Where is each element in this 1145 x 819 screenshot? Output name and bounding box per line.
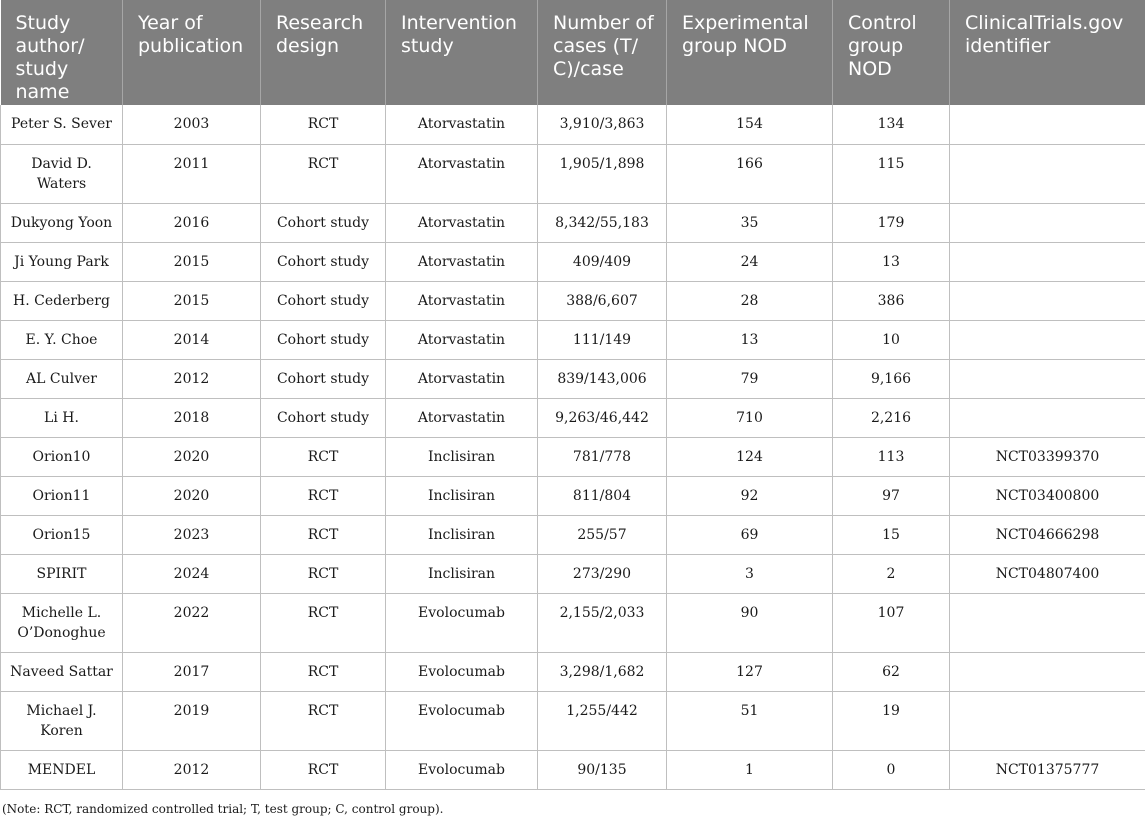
table-row bbox=[1, 652, 1145, 691]
cell-intervention: Atorvastatin bbox=[386, 105, 538, 144]
cell-cases: 8,342/55,183 bbox=[538, 203, 667, 242]
cell-study-author: H. Cederberg bbox=[1, 281, 123, 320]
cell-study-author: Orion15 bbox=[1, 515, 123, 554]
cell-study-author: Michael J. Koren bbox=[1, 691, 123, 750]
table-row bbox=[1, 320, 1145, 359]
cell-trial-id bbox=[950, 359, 1145, 398]
cell-cases: 1,255/442 bbox=[538, 691, 667, 750]
table-row bbox=[1, 398, 1145, 437]
cell-study-author: Peter S. Sever bbox=[1, 105, 123, 144]
table-row bbox=[1, 476, 1145, 515]
cell-cases: 781/778 bbox=[538, 437, 667, 476]
table-row bbox=[1, 515, 1145, 554]
cell-design: RCT bbox=[261, 437, 386, 476]
cell-year: 2014 bbox=[123, 320, 261, 359]
cell-cases: 1,905/1,898 bbox=[538, 144, 667, 203]
cell-design: Cohort study bbox=[261, 281, 386, 320]
table-row bbox=[1, 359, 1145, 398]
table-row bbox=[1, 105, 1145, 144]
cell-design: Cohort study bbox=[261, 320, 386, 359]
header-study-author: Study author/ study name bbox=[1, 0, 123, 105]
cell-year: 2012 bbox=[123, 750, 261, 789]
cell-cases: 90/135 bbox=[538, 750, 667, 789]
cell-intervention: Inclisiran bbox=[386, 437, 538, 476]
cell-design: RCT bbox=[261, 515, 386, 554]
cell-cases: 811/804 bbox=[538, 476, 667, 515]
cell-year: 2020 bbox=[123, 476, 261, 515]
cell-year: 2017 bbox=[123, 652, 261, 691]
cell-design: Cohort study bbox=[261, 398, 386, 437]
table-row bbox=[1, 437, 1145, 476]
cell-intervention: Inclisiran bbox=[386, 515, 538, 554]
cell-experimental-nod: 35 bbox=[667, 203, 833, 242]
cell-intervention: Atorvastatin bbox=[386, 359, 538, 398]
cell-intervention: Atorvastatin bbox=[386, 203, 538, 242]
cell-experimental-nod: 154 bbox=[667, 105, 833, 144]
cell-study-author: Orion11 bbox=[1, 476, 123, 515]
cell-cases: 2,155/2,033 bbox=[538, 593, 667, 652]
cell-study-author: Ji Young Park bbox=[1, 242, 123, 281]
cell-experimental-nod: 1 bbox=[667, 750, 833, 789]
header-research-design: Research design bbox=[261, 0, 386, 105]
cell-control-nod: 134 bbox=[833, 105, 950, 144]
cell-control-nod: 13 bbox=[833, 242, 950, 281]
cell-control-nod: 97 bbox=[833, 476, 950, 515]
header-year: Year of publication bbox=[123, 0, 261, 105]
cell-trial-id: NCT04807400 bbox=[950, 554, 1145, 593]
cell-intervention: Atorvastatin bbox=[386, 144, 538, 203]
cell-design: RCT bbox=[261, 593, 386, 652]
cell-year: 2023 bbox=[123, 515, 261, 554]
cell-cases: 388/6,607 bbox=[538, 281, 667, 320]
table-row bbox=[1, 593, 1145, 652]
cell-cases: 9,263/46,442 bbox=[538, 398, 667, 437]
cell-trial-id bbox=[950, 144, 1145, 203]
cell-experimental-nod: 124 bbox=[667, 437, 833, 476]
cell-experimental-nod: 710 bbox=[667, 398, 833, 437]
cell-intervention: Inclisiran bbox=[386, 476, 538, 515]
cell-intervention: Evolocumab bbox=[386, 593, 538, 652]
cell-design: Cohort study bbox=[261, 359, 386, 398]
cell-year: 2019 bbox=[123, 691, 261, 750]
cell-experimental-nod: 92 bbox=[667, 476, 833, 515]
cell-control-nod: 9,166 bbox=[833, 359, 950, 398]
cell-intervention: Evolocumab bbox=[386, 652, 538, 691]
cell-trial-id bbox=[950, 203, 1145, 242]
cell-study-author: AL Culver bbox=[1, 359, 123, 398]
cell-experimental-nod: 127 bbox=[667, 652, 833, 691]
cell-year: 2003 bbox=[123, 105, 261, 144]
cell-experimental-nod: 3 bbox=[667, 554, 833, 593]
cell-study-author: MENDEL bbox=[1, 750, 123, 789]
cell-control-nod: 2,216 bbox=[833, 398, 950, 437]
table-body bbox=[1, 105, 1145, 789]
cell-trial-id: NCT03400800 bbox=[950, 476, 1145, 515]
cell-study-author: Orion10 bbox=[1, 437, 123, 476]
cell-cases: 3,298/1,682 bbox=[538, 652, 667, 691]
cell-control-nod: 107 bbox=[833, 593, 950, 652]
cell-intervention: Evolocumab bbox=[386, 691, 538, 750]
cell-experimental-nod: 51 bbox=[667, 691, 833, 750]
cell-year: 2024 bbox=[123, 554, 261, 593]
cell-year: 2022 bbox=[123, 593, 261, 652]
cell-cases: 839/143,006 bbox=[538, 359, 667, 398]
cell-cases: 409/409 bbox=[538, 242, 667, 281]
table-row bbox=[1, 281, 1145, 320]
table-note: (Note: RCT, randomized controlled trial; T, test group; C, control group). bbox=[2, 802, 444, 816]
cell-design: RCT bbox=[261, 144, 386, 203]
cell-year: 2015 bbox=[123, 242, 261, 281]
cell-trial-id bbox=[950, 105, 1145, 144]
cell-year: 2016 bbox=[123, 203, 261, 242]
cell-experimental-nod: 13 bbox=[667, 320, 833, 359]
cell-study-author: Dukyong Yoon bbox=[1, 203, 123, 242]
cell-trial-id: NCT01375777 bbox=[950, 750, 1145, 789]
cell-design: RCT bbox=[261, 554, 386, 593]
cell-control-nod: 0 bbox=[833, 750, 950, 789]
cell-study-author: Li H. bbox=[1, 398, 123, 437]
cell-experimental-nod: 24 bbox=[667, 242, 833, 281]
table-row bbox=[1, 691, 1145, 750]
cell-intervention: Atorvastatin bbox=[386, 398, 538, 437]
cell-design: Cohort study bbox=[261, 242, 386, 281]
table-row bbox=[1, 554, 1145, 593]
cell-experimental-nod: 166 bbox=[667, 144, 833, 203]
cell-design: Cohort study bbox=[261, 203, 386, 242]
cell-control-nod: 2 bbox=[833, 554, 950, 593]
cell-control-nod: 179 bbox=[833, 203, 950, 242]
cell-trial-id bbox=[950, 320, 1145, 359]
cell-cases: 273/290 bbox=[538, 554, 667, 593]
cell-year: 2012 bbox=[123, 359, 261, 398]
table-row bbox=[1, 242, 1145, 281]
cell-design: RCT bbox=[261, 476, 386, 515]
table-row bbox=[1, 203, 1145, 242]
cell-trial-id bbox=[950, 652, 1145, 691]
cell-control-nod: 62 bbox=[833, 652, 950, 691]
cell-intervention: Atorvastatin bbox=[386, 320, 538, 359]
cell-trial-id: NCT03399370 bbox=[950, 437, 1145, 476]
cell-trial-id bbox=[950, 593, 1145, 652]
header-clinicaltrials-id: ClinicalTrials.gov identifier bbox=[950, 0, 1145, 105]
cell-trial-id bbox=[950, 691, 1145, 750]
header-control-nod: Control group NOD bbox=[833, 0, 950, 105]
table-row bbox=[1, 750, 1145, 789]
cell-study-author: E. Y. Choe bbox=[1, 320, 123, 359]
header-intervention: Intervention study bbox=[386, 0, 538, 105]
table-row bbox=[1, 144, 1145, 203]
cell-year: 2011 bbox=[123, 144, 261, 203]
cell-trial-id bbox=[950, 398, 1145, 437]
cell-year: 2020 bbox=[123, 437, 261, 476]
cell-intervention: Atorvastatin bbox=[386, 242, 538, 281]
header-number-of-cases: Number of cases (T/ C)/case bbox=[538, 0, 667, 105]
cell-design: RCT bbox=[261, 691, 386, 750]
cell-control-nod: 15 bbox=[833, 515, 950, 554]
cell-year: 2015 bbox=[123, 281, 261, 320]
cell-study-author: David D. Waters bbox=[1, 144, 123, 203]
cell-intervention: Inclisiran bbox=[386, 554, 538, 593]
cell-design: RCT bbox=[261, 750, 386, 789]
cell-control-nod: 386 bbox=[833, 281, 950, 320]
cell-design: RCT bbox=[261, 652, 386, 691]
cell-control-nod: 113 bbox=[833, 437, 950, 476]
cell-trial-id: NCT04666298 bbox=[950, 515, 1145, 554]
cell-trial-id bbox=[950, 242, 1145, 281]
cell-cases: 255/57 bbox=[538, 515, 667, 554]
cell-design: RCT bbox=[261, 105, 386, 144]
cell-cases: 3,910/3,863 bbox=[538, 105, 667, 144]
cell-control-nod: 115 bbox=[833, 144, 950, 203]
cell-experimental-nod: 79 bbox=[667, 359, 833, 398]
header-row bbox=[1, 0, 1145, 105]
cell-intervention: Evolocumab bbox=[386, 750, 538, 789]
cell-experimental-nod: 90 bbox=[667, 593, 833, 652]
cell-study-author: Naveed Sattar bbox=[1, 652, 123, 691]
cell-year: 2018 bbox=[123, 398, 261, 437]
cell-trial-id bbox=[950, 281, 1145, 320]
cell-experimental-nod: 69 bbox=[667, 515, 833, 554]
cell-control-nod: 19 bbox=[833, 691, 950, 750]
cell-study-author: Michelle L. O’Donoghue bbox=[1, 593, 123, 652]
header-experimental-nod: Experimental group NOD bbox=[667, 0, 833, 105]
cell-intervention: Atorvastatin bbox=[386, 281, 538, 320]
cell-control-nod: 10 bbox=[833, 320, 950, 359]
cell-study-author: SPIRIT bbox=[1, 554, 123, 593]
cell-cases: 111/149 bbox=[538, 320, 667, 359]
cell-experimental-nod: 28 bbox=[667, 281, 833, 320]
